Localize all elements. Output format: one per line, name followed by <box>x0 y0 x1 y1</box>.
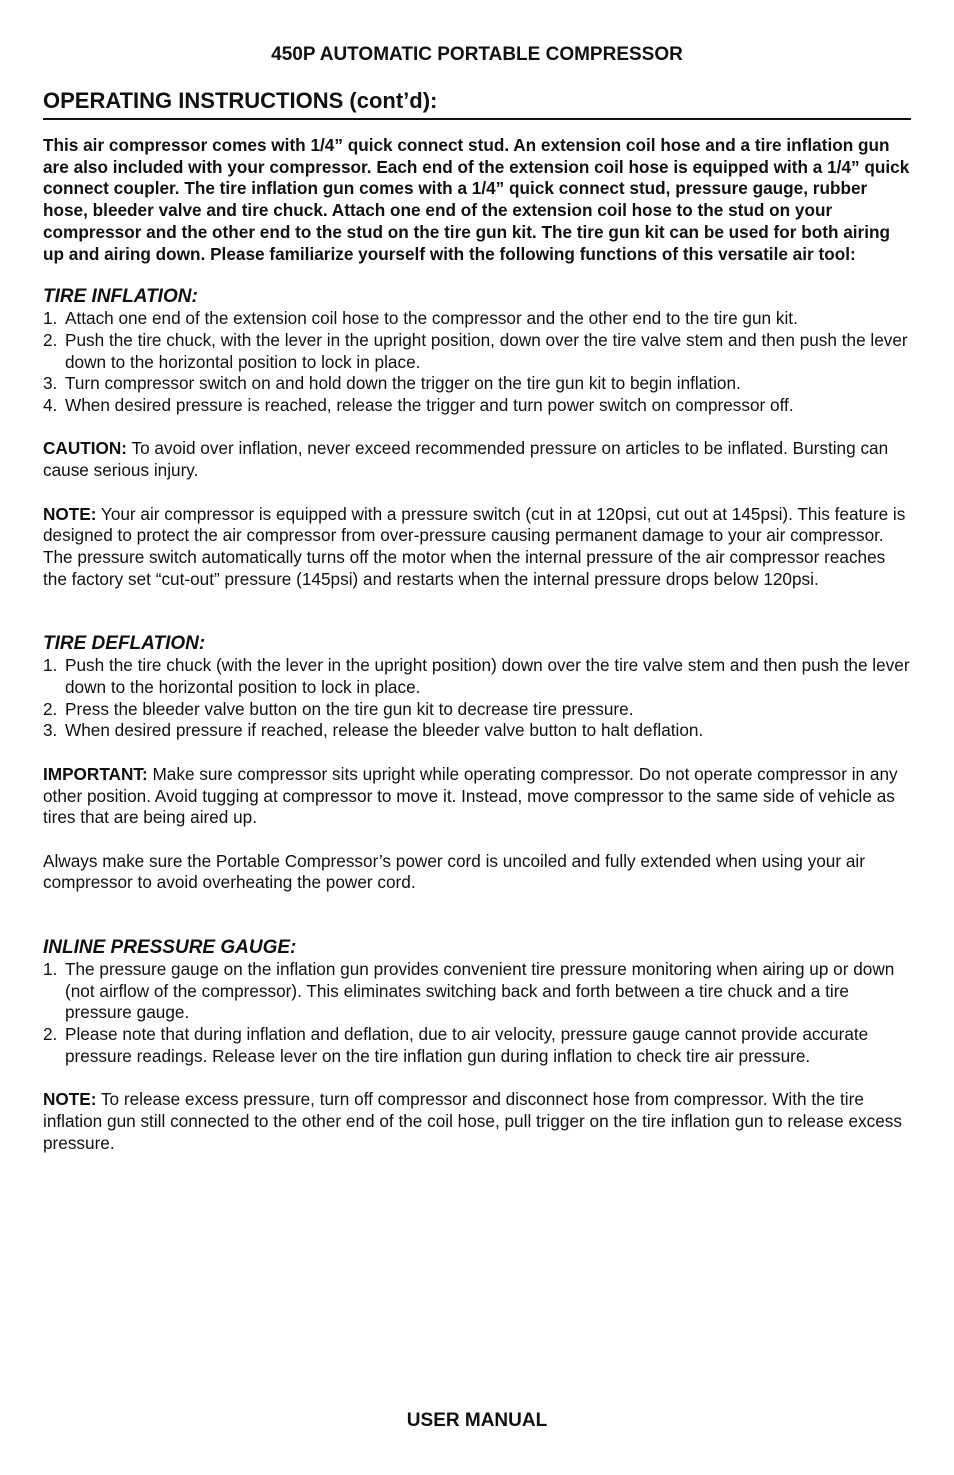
note-pressure-switch <box>43 504 911 591</box>
list-item <box>43 395 911 417</box>
caution-paragraph <box>43 438 911 481</box>
step-number: 4. <box>43 395 58 416</box>
tire-deflation-heading: TIRE DEFLATION: <box>43 633 206 655</box>
note-text: Your air compressor is equipped with a pressure switch (cut in at 120psi, cut out at 145psi). This feature is designed to protect the air compressor from over-pressure causing permanent damage to your air compressor. The pressure switch automatically turns off the motor when the internal pressure of the air compressor reaches the factory set “cut-out” pressure (145psi) and restarts when the internal pressure drops below 120psi. <box>43 503 906 589</box>
note-label: NOTE: <box>43 1089 97 1110</box>
step-number: 2. <box>43 1024 58 1045</box>
step-number: 3. <box>43 720 58 741</box>
note-text: To release excess pressure, turn off compressor and disconnect hose from compressor. With the tire inflation gun still connected to the other end of the coil hose, pull trigger on the tire inflation gun to release excess pressure. <box>43 1089 902 1153</box>
page-body <box>43 135 911 1154</box>
tire-deflation-steps <box>43 655 911 742</box>
inline-pressure-gauge-heading: INLINE PRESSURE GAUGE: <box>43 937 297 959</box>
step-text: When desired pressure is reached, release the trigger and turn power switch on compressor off. <box>65 395 794 416</box>
list-item <box>43 373 911 395</box>
document-title: 450P AUTOMATIC PORTABLE COMPRESSOR <box>271 44 683 65</box>
step-number: 1. <box>43 959 58 980</box>
important-paragraph <box>43 764 911 829</box>
list-item <box>43 959 911 1024</box>
step-text: Press the bleeder valve button on the tire gun kit to decrease tire pressure. <box>65 698 634 719</box>
step-number: 2. <box>43 329 58 350</box>
list-item <box>43 655 911 698</box>
important-text: Make sure compressor sits upright while operating compressor. Do not operate compressor in any other position. Avoid tugging at compressor to move it. Instead, move compressor to the same side of vehicle as tires that are being aired up. <box>43 763 898 828</box>
list-item <box>43 330 911 373</box>
note-label: NOTE: <box>43 503 97 524</box>
caution-text: To avoid over inflation, never exceed recommended pressure on articles to be inflated. Bursting can cause serious injury. <box>43 438 889 481</box>
power-cord-paragraph: Always make sure the Portable Compressor’s power cord is uncoiled and fully extended when using your air compressor to avoid overheating the power cord. <box>43 850 865 893</box>
page-footer: USER MANUAL <box>406 1410 548 1431</box>
list-item <box>43 308 911 330</box>
list-item <box>43 699 911 721</box>
step-text: Push the tire chuck (with the lever in the upright position) down over the tire valve stem and then push the lever down to the horizontal position to lock in place. <box>65 655 910 698</box>
step-text: Push the tire chuck, with the lever in the upright position, down over the tire valve stem and then push the lever down to the horizontal position to lock in place. <box>65 329 908 372</box>
step-text: When desired pressure if reached, release the bleeder valve button to halt deflation. <box>65 720 704 741</box>
step-number: 1. <box>43 308 58 329</box>
step-number: 2. <box>43 698 58 719</box>
step-number: 1. <box>43 655 58 676</box>
step-number: 3. <box>43 373 58 394</box>
caution-label: CAUTION: <box>43 438 128 459</box>
important-label: IMPORTANT: <box>43 763 148 784</box>
step-text: The pressure gauge on the inflation gun provides convenient tire pressure monitoring when airing up or down (not airflow of the compressor). This eliminates switching back and forth between a tire chuck and a tire pressure gauge. <box>65 959 895 1023</box>
step-text: Please note that during inflation and deflation, due to air velocity, pressure gauge cannot provide accurate pressure readings. Release lever on the tire inflation gun during inflation to check tire air pressure. <box>65 1024 869 1066</box>
list-item <box>43 1024 911 1067</box>
tire-inflation-steps <box>43 308 911 417</box>
list-item <box>43 720 911 742</box>
section-heading: OPERATING INSTRUCTIONS (cont’d): <box>43 88 911 120</box>
tire-inflation-heading: TIRE INFLATION: <box>43 286 198 308</box>
intro-paragraph: This air compressor comes with 1/4” quick connect stud. An extension coil hose and a tire inflation gun are also included with your compressor. Each end of the extension coil hose is equipped with a 1/4” quick connect coupler. The tire inflation gun comes with a 1/4” quick connect stud, pressure gauge, rubber hose, bleeder valve and tire chuck. Attach one end of the extension coil hose to the stud on your compressor and the other end to the stud on the tire gun kit. The tire gun kit can be used for both airing up and airing down. Please familiarize yourself with the following functions of this versatile air tool: <box>43 135 910 264</box>
step-text: Turn compressor switch on and hold down the trigger on the tire gun kit to begin inflation. <box>65 373 741 394</box>
step-text: Attach one end of the extension coil hose to the compressor and the other end to the tire gun kit. <box>65 308 798 329</box>
note-release-pressure <box>43 1089 911 1154</box>
inline-pressure-gauge-steps <box>43 959 911 1068</box>
